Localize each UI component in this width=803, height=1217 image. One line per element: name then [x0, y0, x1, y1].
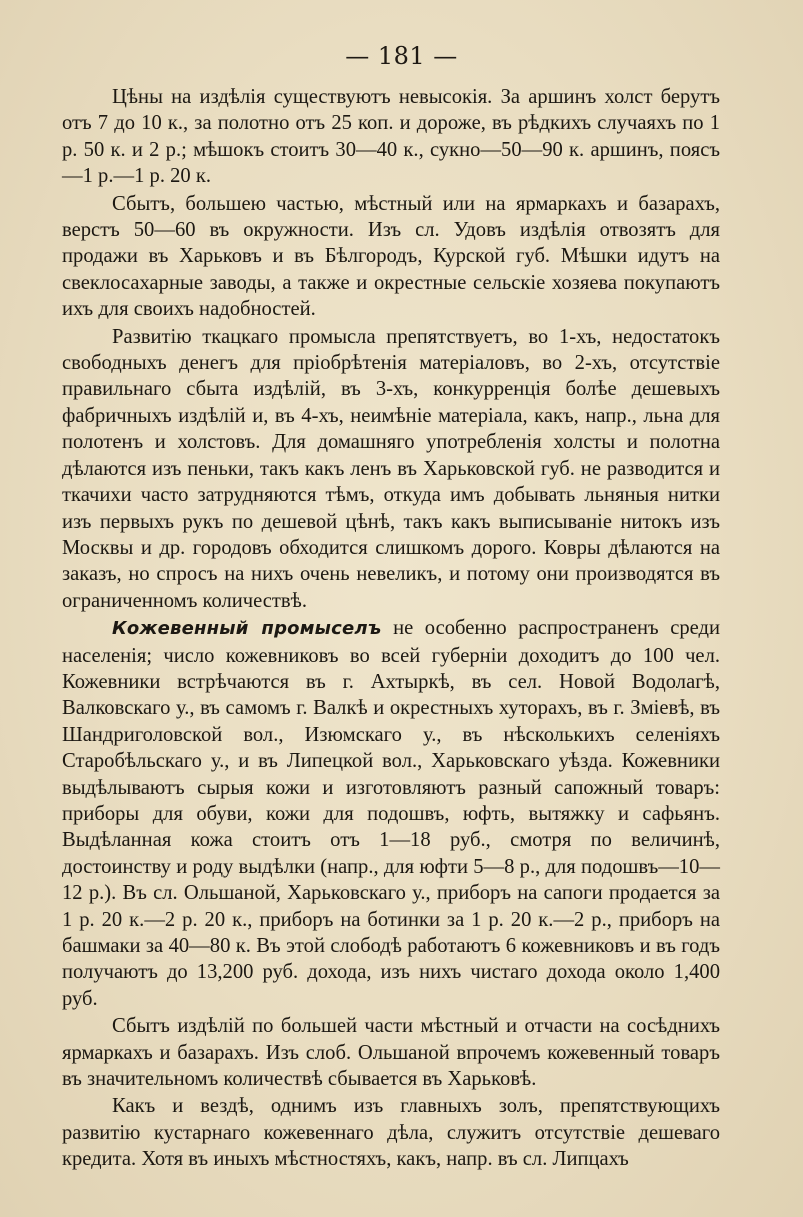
paragraph-prices: Цѣны на издѣлія существуютъ невысокія. За аршинъ холст берутъ отъ 7 до 10 к., за полотно отъ 25 коп. и дороже, въ рѣдкихъ случаяхъ по 1 р. 50 к. и 2 р.; мѣшокъ стоитъ 30—40 к., сукно—50—90 к. аршинъ, поясъ—1 р.—1 р. 20 к. [62, 86, 720, 188]
paragraph-leather-sales: Сбытъ издѣлій по большей части мѣстный и отчасти на сосѣднихъ ярмаркахъ и базарахъ. Изъ слоб. Ольшаной впрочемъ кожевенный товаръ въ значительномъ количествѣ сбывается въ Харьковѣ. [62, 1015, 720, 1091]
section-rubric: Кожевенный промыселъ [112, 618, 382, 640]
paragraph-leather-trade [62, 615, 720, 1012]
body-text [62, 84, 720, 1173]
paragraph-weaving-obstacles: Развитію ткацкаго промысла препятствуетъ, во 1-хъ, недостатокъ свободныхъ денегъ для пріобрѣтенія матеріаловъ, во 2-хъ, отсутствіе правильнаго сбыта издѣлій, въ 3-хъ, конкурренція болѣе дешевыхъ фабричныхъ издѣлій и, въ 4-хъ, неимѣніе матеріала, какъ, напр., льна для полотенъ и холстовъ. Для домашняго употребленія холсты и полотна дѣлаются изъ пеньки, такъ какъ ленъ въ Харьковской губ. не разводится и ткачихи часто затрудняются тѣмъ, откуда имъ добывать льняныя нитки изъ первыхъ рукъ по дешевой цѣнѣ, такъ какъ выписываніе нитокъ изъ Москвы и др. городовъ обходится слишкомъ дорого. Ковры дѣлаются на заказъ, но спросъ на нихъ очень невеликъ, и потому они производятся въ ограниченномъ количествѣ. [62, 325, 720, 612]
paragraph-leather-text: не особенно распространенъ среди населенія; число кожевниковъ во всей губерніи доходитъ до 100 чел. Кожевники встрѣчаются въ г. Ахтыркѣ, въ сел. Новой Водолагѣ, Валковскаго у., въ самомъ г. Валкѣ и окрестныхъ хуторахъ, въ г. Зміевѣ, въ Шандриголовской вол., Изюмскаго у., въ нѣсколькихъ селеніяхъ Старобѣльскаго у., и въ Липецкой вол., Харьковскаго уѣзда. Кожевники выдѣлываютъ сырыя кожи и изготовляютъ разный сапожный товаръ: приборы для обуви, кожи для подошвъ, юфть, вытяжку и сафьянъ. Выдѣланная кожа стоитъ отъ 1—18 руб., смотря по величинѣ, достоинству и роду выдѣлки (напр., для юфти 5—8 р., для подошвъ—10—12 р.). Въ сл. Ольшаной, Харьковскаго у., приборъ на сапоги продается за 1 р. 20 к.—2 р. 20 к., приборъ на ботинки за 1 р. 20 к.—2 р., приборъ на башмаки за 40—80 к. Въ этой слободѣ работаютъ 6 кожевниковъ и въ годъ получаютъ до 13,200 руб. дохода, изъ нихъ чистаго дохода около 1,400 руб. [62, 617, 721, 1010]
paragraph-credit: Какъ и вездѣ, однимъ изъ главныхъ золъ, препятствующихъ развитію кустарнаго кожевеннаго дѣла, служитъ отсутствіе дешеваго кредита. Хотя въ иныхъ мѣстностяхъ, какъ, напр. въ сл. Липцахъ [62, 1095, 720, 1171]
page-number: — 181 — [345, 42, 458, 70]
paragraph-sales: Сбытъ, большею частью, мѣстный или на ярмаркахъ и базарахъ, верстъ 50—60 въ окружности. Изъ сл. Удовъ издѣлія отвозятъ для продажи въ Харьковъ и въ Бѣлгородъ, Курской губ. Мѣшки идутъ на свеклосахарные заводы, а также и окрестные сельскіе хозяева покупаютъ ихъ для своихъ надобностей. [62, 192, 720, 321]
